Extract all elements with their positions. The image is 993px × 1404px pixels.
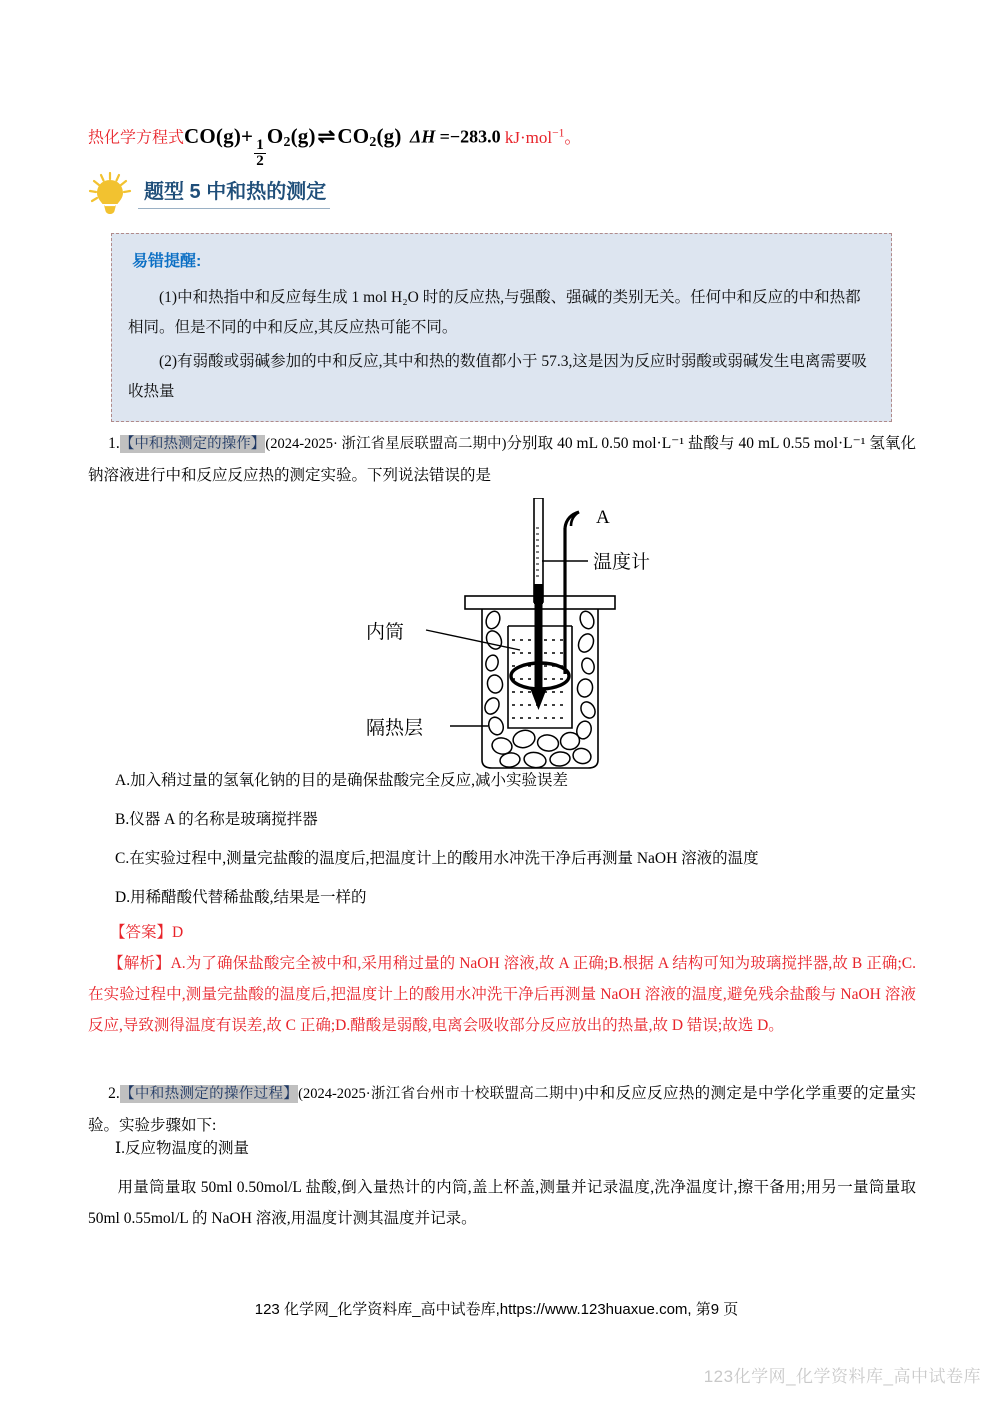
thermochemical-equation-line xyxy=(88,118,918,169)
question-1-option-b[interactable]: B.仪器 A 的名称是玻璃搅拌器 xyxy=(115,811,318,828)
label-a: A xyxy=(596,507,610,528)
page-footer: 123 化学网_化学资料库_高中试卷库,https://www.123huaxue.com, 第9 页 xyxy=(254,1301,739,1318)
label-inner-cup: 内筒 xyxy=(366,622,405,643)
section-title: 题型 5 中和热的测定 xyxy=(138,178,330,209)
calorimeter-diagram xyxy=(360,498,690,770)
explanation-text: A.为了确保盐酸完全被中和,采用稍过量的 NaOH 溶液,故 A 正确;B.根据 A 结构可知为玻璃搅拌器,故 B 正确;C.在实验过程中,测量完盐酸的温度后,把温度计上的酸用水冲洗干净后再测量 NaOH 溶液的温度,避免残余盐酸与 NaOH 溶液反应,导致测得温度有误差,故 C 正确;D.醋酸是弱酸,电离会吸收部分反应放出的热量,故 D 错误;故选 D。 xyxy=(88,955,916,1034)
question-2-stem xyxy=(88,1078,916,1141)
question-1-source: (2024-2025· 浙江省星辰联盟高二期中) xyxy=(265,436,507,452)
question-1-option-d[interactable]: D.用稀醋酸代替稀盐酸,结果是一样的 xyxy=(115,889,367,906)
product-co: CO xyxy=(337,123,370,148)
question-1-stem xyxy=(88,428,916,491)
answer-label: 【答案】 xyxy=(110,924,173,941)
label-a-group xyxy=(596,507,610,528)
plus-sign: + xyxy=(241,123,254,148)
question-1-option-c[interactable]: C.在实验过程中,测量完盐酸的温度后,把温度计上的酸用水冲洗干净后再测量 NaOH 溶液的温度 xyxy=(115,850,759,867)
question-1-explanation xyxy=(88,948,916,1041)
label-thermometer: 温度计 xyxy=(593,552,651,573)
fraction-denominator: 2 xyxy=(256,153,264,170)
question-1-number: 1. xyxy=(108,435,120,452)
delta-h-symbol: ΔH xyxy=(410,126,436,147)
label-insulation-group xyxy=(366,717,488,739)
state-gas-3: (g) xyxy=(376,123,402,148)
question-1-tag: 【中和热测定的操作】 xyxy=(119,436,266,452)
equation-label: 热化学方程式 xyxy=(88,129,185,147)
answer-value: D xyxy=(172,924,184,941)
question-1-text: 分别取 40 mL 0.50 mol·L⁻¹ 盐酸与 40 mL 0.55 mol·L⁻¹ 氢氧化钠溶液进行中和反应反应热的测定实验。下列说法错误的是 xyxy=(88,435,916,484)
section-heading xyxy=(86,172,330,214)
unit-base: kJ·mol xyxy=(504,127,553,147)
question-2-step-1-label: Ⅰ.反应物温度的测量 xyxy=(115,1140,249,1157)
coefficient-one-half xyxy=(254,138,266,168)
label-thermometer-group xyxy=(542,551,650,573)
unit-exponent: −1 xyxy=(552,126,565,139)
state-gas-2: (g) xyxy=(290,123,316,148)
question-2-step-1-text: 用量筒量取 50ml 0.50mol/L 盐酸,倒入量热计的内筒,盖上杯盖,测量并记录温度,洗净温度计,擦干备用;用另一量筒量取 50ml 0.55mol/L 的 NaOH 溶液,用温度计测其温度并记录。 xyxy=(88,1179,916,1227)
tip-item-1: (1)中和热指中和反应每生成 1 mol H₂O 时的反应热,与强酸、强碱的类别无关。任何中和反应的中和热都相同。但是不同的中和反应,其反应热可能不同。 xyxy=(128,289,861,336)
question-1-option-a[interactable]: A.加入稍过量的氢氧化钠的目的是确保盐酸完全反应,减小实验误差 xyxy=(115,772,568,789)
reactant-o: O xyxy=(266,123,284,148)
equilibrium-arrow-icon: ⇌ xyxy=(317,123,336,148)
co2-subscript: 2 xyxy=(369,133,377,149)
label-insulation: 隔热层 xyxy=(366,718,424,739)
question-2-number: 2. xyxy=(108,1085,120,1102)
tip-item-2: (2)有弱酸或弱碱参加的中和反应,其中和热的数值都小于 57.3,这是因为反应时弱酸或弱碱发生电离需要吸收热量 xyxy=(128,353,867,400)
sentence-period: 。 xyxy=(564,127,582,147)
explanation-label: 【解析】 xyxy=(108,955,171,972)
lightbulb-icon xyxy=(86,171,134,215)
fraction-numerator: 1 xyxy=(256,137,264,154)
watermark: 123化学网_化学资料库_高中试卷库 xyxy=(703,1367,981,1386)
question-1-answer xyxy=(110,917,183,948)
reactant-co: CO xyxy=(184,123,216,148)
calorimeter-figure xyxy=(360,498,690,770)
equals-sign: = xyxy=(439,126,450,147)
tip-box xyxy=(111,233,892,422)
question-2-source: (2024-2025·浙江省台州市十校联盟高二期中) xyxy=(298,1086,584,1102)
equation-formula xyxy=(184,123,402,170)
state-gas-1: (g) xyxy=(215,123,242,148)
delta-h-value: −283.0 xyxy=(449,126,501,147)
question-2-text: 中和反应反应热的测定是中学化学重要的定量实验。实验步骤如下: xyxy=(88,1085,916,1134)
question-2-tag: 【中和热测定的操作过程】 xyxy=(119,1086,299,1102)
o2-subscript: 2 xyxy=(283,133,291,149)
energy-unit xyxy=(505,128,582,147)
tip-box-title: 易错提醒: xyxy=(132,253,202,270)
